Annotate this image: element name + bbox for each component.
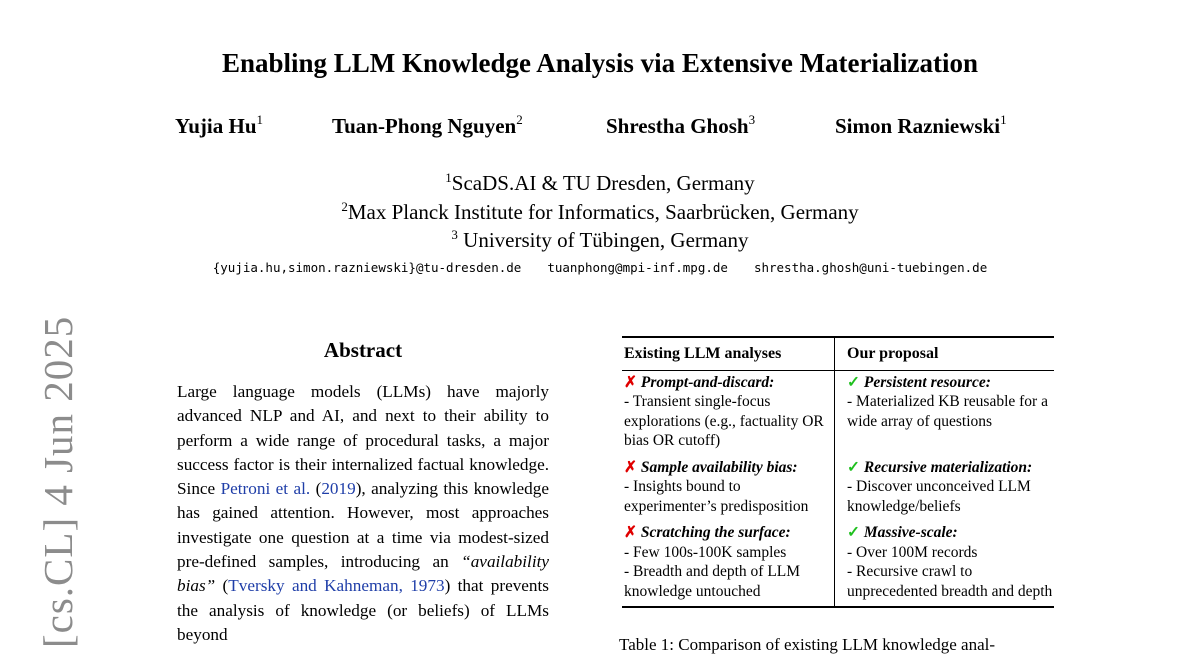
affil-text: University of Tübingen, Germany <box>457 228 749 252</box>
table-cell-proposal <box>835 456 1055 522</box>
table-cell-existing <box>622 370 835 456</box>
author-1 <box>175 114 263 139</box>
checkmark-icon: ✓ <box>847 373 860 391</box>
abstract-text: Large language models (LLMs) have majorly advanced NLP and AI, and next to their ability to perform a wide range of procedural tasks, a major success factor is their internalized factual knowledge. Since <box>177 382 549 499</box>
author-affil-mark: 3 <box>748 112 756 127</box>
cell-body: - Over 100M records - Recursive crawl to unprecedented breadth and depth <box>847 543 1053 600</box>
cross-icon: ✗ <box>624 373 637 391</box>
comparison-table <box>622 336 1054 608</box>
cell-heading-text: Prompt-and-discard: <box>640 373 775 391</box>
citation-link[interactable]: Petroni et al. <box>220 479 311 499</box>
cell-heading <box>624 458 828 478</box>
affil-mark: 2 <box>341 198 348 214</box>
email-tuebingen[interactable]: shrestha.ghosh@uni-tuebingen.de <box>753 260 988 275</box>
author-affil-mark: 1 <box>256 112 264 127</box>
affiliation-list <box>0 169 1200 255</box>
affil-mark: 3 <box>451 227 458 242</box>
citation-link[interactable]: Tversky and Kahneman, 1973 <box>228 576 445 596</box>
cell-heading-text: Scratching the surface: <box>640 524 791 541</box>
author-list <box>0 114 1200 144</box>
arxiv-stamp: [cs.CL] 4 Jun 2025 <box>35 315 81 648</box>
table-caption: Table 1: Comparison of existing LLM knowledge anal- <box>619 635 996 654</box>
cell-body: - Discover unconceived LLM knowledge/beliefs <box>847 478 1031 515</box>
cell-heading <box>847 523 1054 543</box>
abstract-text: ) that prevents the analysis of knowledge (or beliefs) of LLMs beyond <box>177 576 549 644</box>
table-header-proposal: Our proposal <box>835 337 1055 370</box>
affil-text: ScaDS.AI & TU Dresden, Germany <box>451 171 755 195</box>
cross-icon: ✗ <box>624 458 637 476</box>
cell-heading-text: Persistent resource: <box>863 373 991 391</box>
affiliation-3 <box>0 226 1200 255</box>
author-2 <box>332 114 523 139</box>
table-row <box>622 521 1054 607</box>
cell-heading <box>847 373 1054 393</box>
cell-heading-text: Massive-scale: <box>863 524 958 541</box>
affiliation-1 <box>0 169 1200 198</box>
abstract-text: ( <box>310 479 322 499</box>
checkmark-icon: ✓ <box>847 458 860 476</box>
cell-body: - Materialized KB reusable for a wide array of questions <box>847 393 1048 430</box>
email-mpi[interactable]: tuanphong@mpi-inf.mpg.de <box>547 260 728 275</box>
table-cell-proposal <box>835 370 1055 456</box>
abstract-body <box>177 380 549 647</box>
author-3 <box>606 114 755 139</box>
author-name: Shrestha Ghosh <box>606 114 749 138</box>
citation-link[interactable]: 2019 <box>321 479 356 499</box>
paper-title: Enabling LLM Knowledge Analysis via Extensive Materialization <box>221 48 979 78</box>
table-header-existing: Existing LLM analyses <box>622 337 835 370</box>
author-name: Tuan-Phong Nguyen <box>332 114 517 138</box>
table-row <box>622 370 1054 456</box>
author-4 <box>835 114 1007 139</box>
abstract-text: ), analyzing this knowledge has gained attention. However, most approaches investigate one question at a time via modest-sized pre-defined samples, introducing an <box>177 479 549 572</box>
cell-heading <box>624 373 828 393</box>
abstract-heading: Abstract <box>323 338 403 362</box>
abstract-text: ( <box>215 576 229 596</box>
author-name: Yujia Hu <box>175 114 257 138</box>
cell-body: - Transient single-focus explorations (e.g., factuality OR bias OR cutoff) <box>624 393 824 449</box>
table-header-row <box>622 337 1054 370</box>
table-cell-existing <box>622 521 835 607</box>
affiliation-2 <box>0 198 1200 227</box>
table-cell-proposal <box>835 521 1055 607</box>
author-name: Simon Razniewski <box>835 114 1001 138</box>
checkmark-icon: ✓ <box>847 524 860 541</box>
cross-icon: ✗ <box>624 524 637 541</box>
cell-heading <box>847 458 1054 478</box>
author-affil-mark: 1 <box>1000 112 1007 127</box>
email-tu-dresden[interactable]: {yujia.hu,simon.razniewski}@tu-dresden.de <box>212 260 522 275</box>
affil-text: Max Planck Institute for Informatics, Saarbrücken, Germany <box>347 199 859 224</box>
cell-body: - Few 100s-100K samples - Breadth and depth of LLM knowledge untouched <box>624 543 801 600</box>
emphasized-term: “availability bias” <box>177 552 549 596</box>
table-cell-existing <box>622 456 835 522</box>
cell-heading-text: Sample availability bias: <box>640 458 798 476</box>
email-list <box>0 260 1200 275</box>
cell-heading-text: Recursive materialization: <box>863 458 1033 476</box>
affil-mark: 1 <box>445 170 452 185</box>
cell-body: - Insights bound to experimenter’s predisposition <box>624 478 809 515</box>
table-row <box>622 456 1054 522</box>
author-affil-mark: 2 <box>516 112 523 127</box>
cell-heading <box>624 523 828 543</box>
